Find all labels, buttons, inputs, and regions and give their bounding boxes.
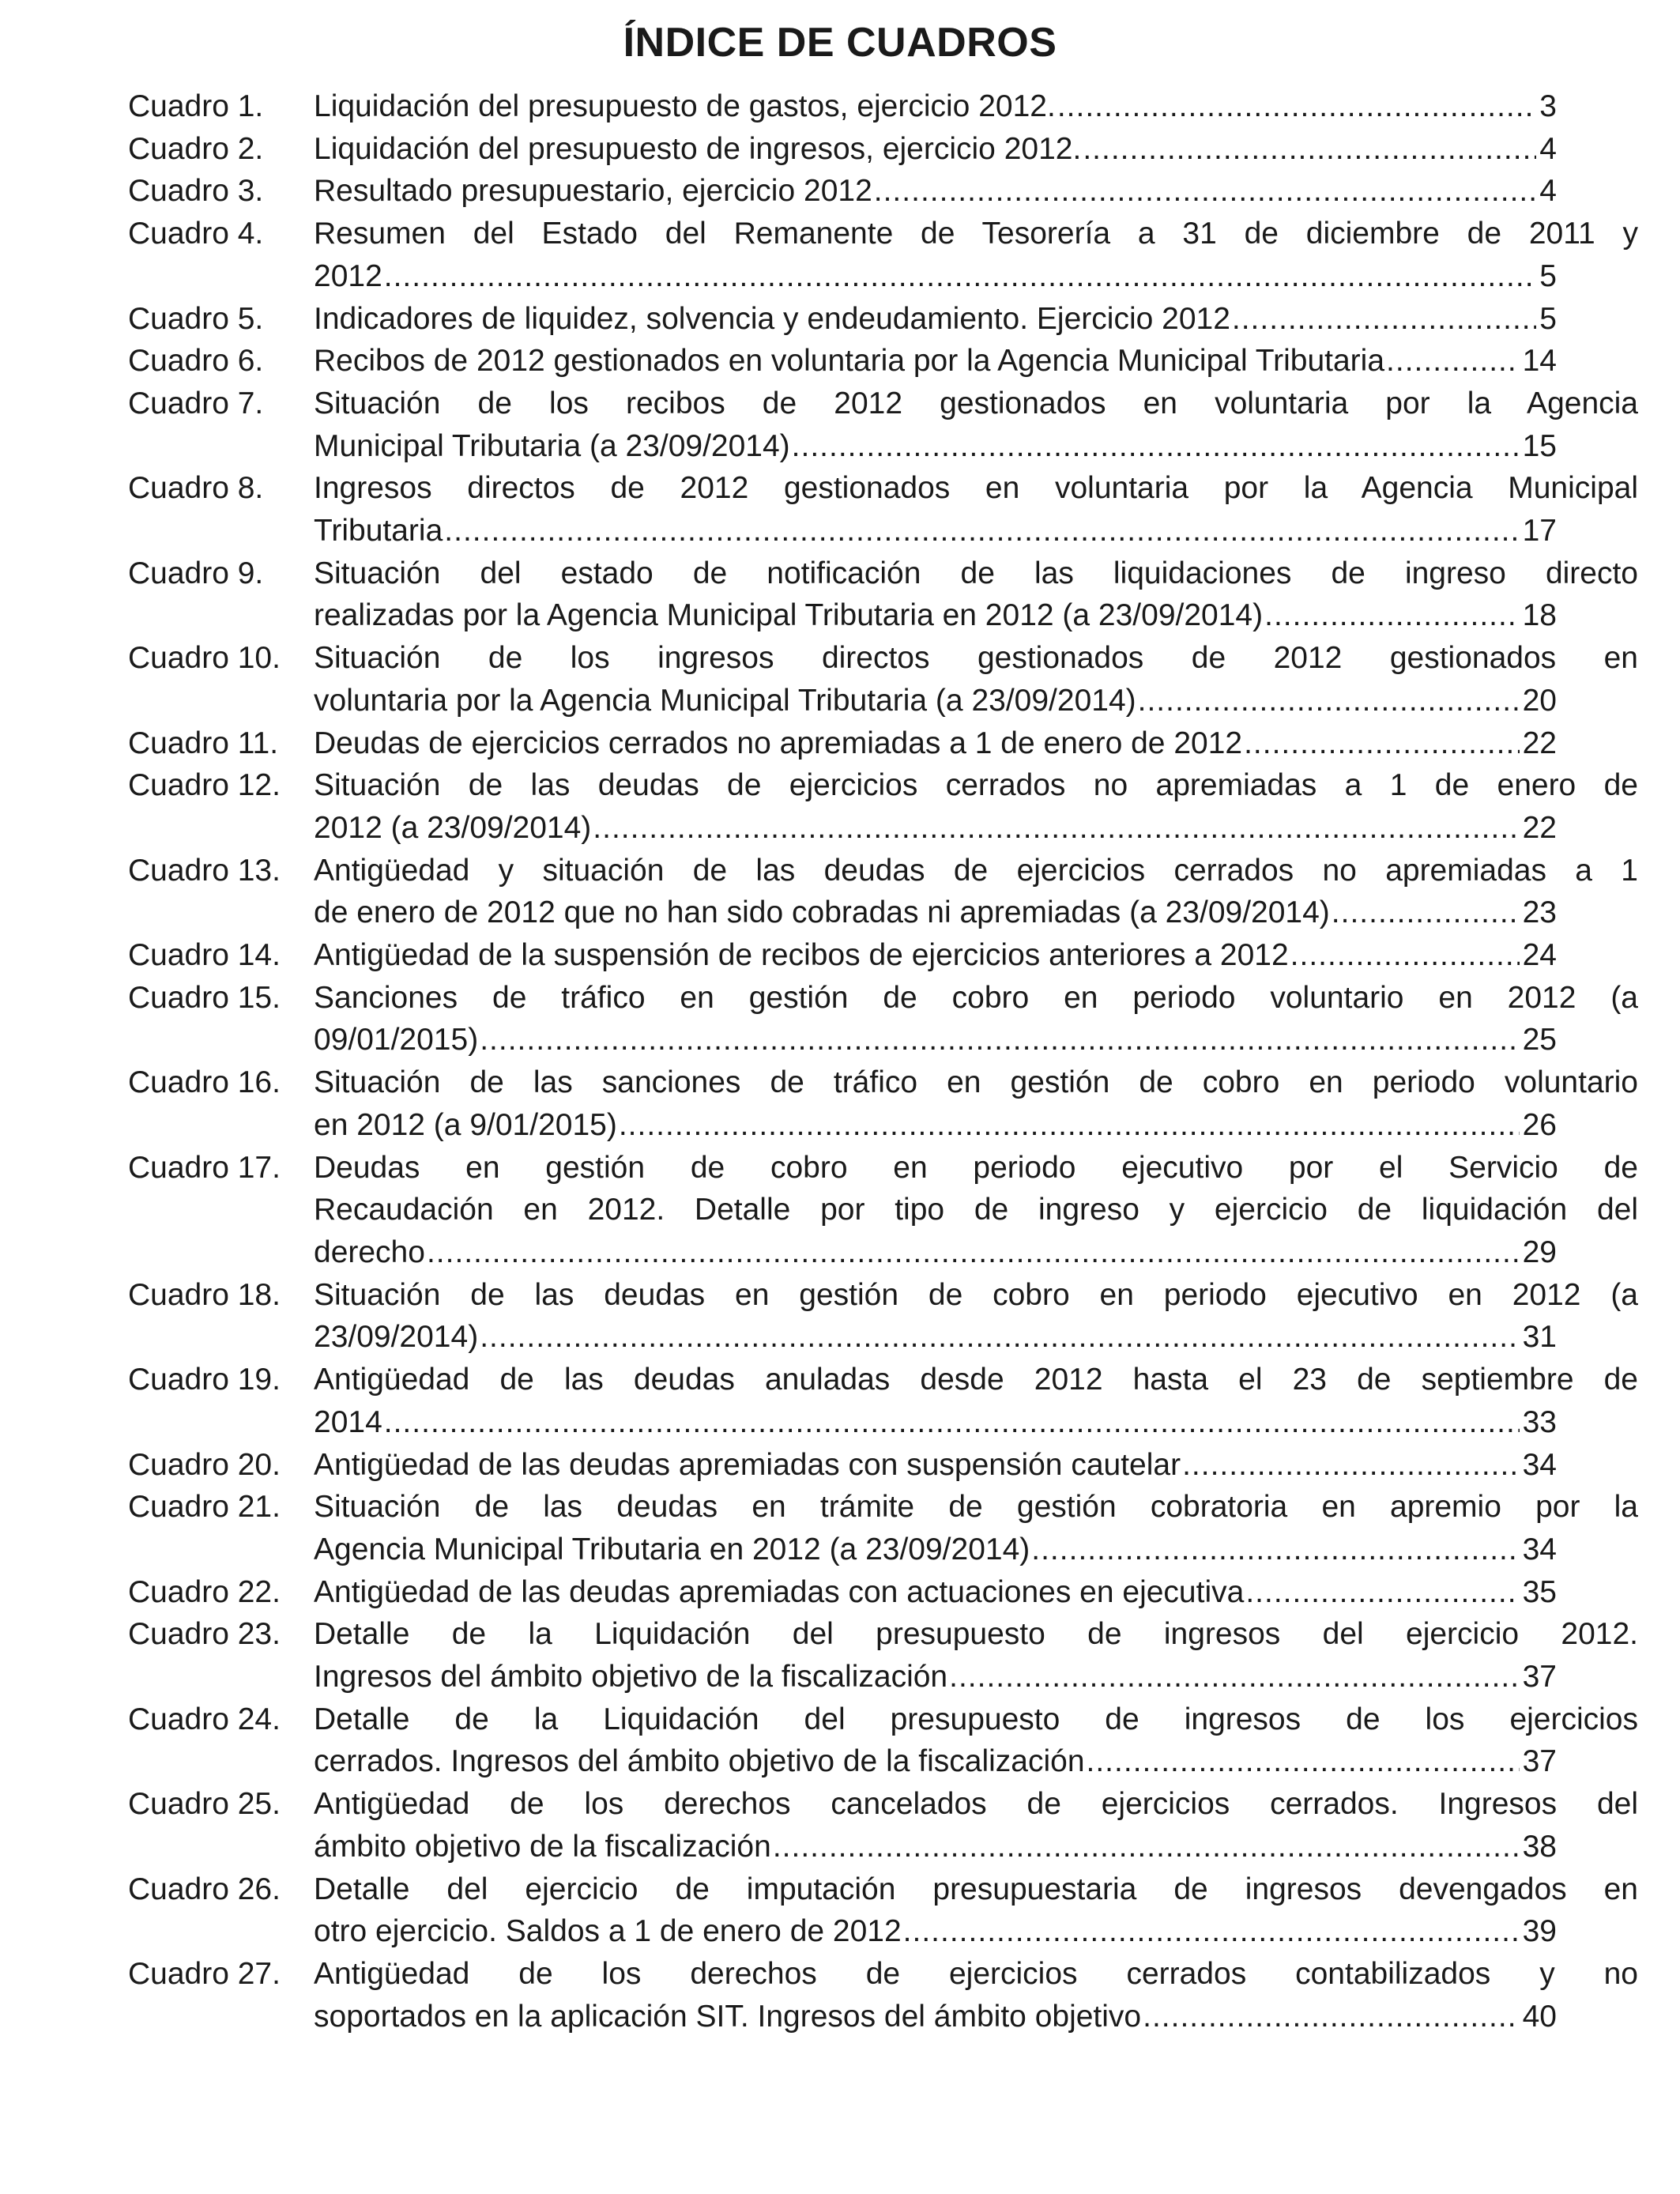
dot-leader <box>1232 298 1536 341</box>
dot-leader <box>903 1910 1520 1953</box>
toc-entry-body <box>314 467 1638 552</box>
toc-entry-title-line: Liquidación del presupuesto de ingresos, ejercicio 2012. <box>314 131 1082 166</box>
dot-leader <box>1386 340 1520 383</box>
toc-entry-title-line: en 2012 (a 9/01/2015) <box>314 1107 617 1142</box>
toc-entry-page-number[interactable]: 18 <box>1522 598 1557 633</box>
toc-entry-title-line: Indicadores de liquidez, solvencia y endeudamiento. Ejercicio 2012 <box>314 301 1230 336</box>
toc-entry-body <box>314 1698 1638 1783</box>
toc-entry-body <box>314 1613 1638 1698</box>
toc-entry-last-line <box>314 340 1557 383</box>
toc-entry-title-line: derecho <box>314 1235 425 1269</box>
toc-entry-title-line: Antigüedad de las deudas apremiadas con actuaciones en ejecutiva <box>314 1574 1245 1609</box>
toc-entry-title-line: 23/09/2014) <box>314 1320 479 1355</box>
toc-entry-body <box>314 1359 1638 1443</box>
dot-leader <box>1290 934 1520 977</box>
toc-entry-last-line <box>314 722 1557 765</box>
toc-entry-body <box>314 128 1557 171</box>
toc-entry-page-number[interactable]: 38 <box>1522 1829 1557 1864</box>
toc-entry-body <box>314 1444 1557 1487</box>
dot-leader <box>792 425 1520 468</box>
toc-entry-page-number[interactable]: 37 <box>1522 1660 1557 1695</box>
toc-entry-title-line: ámbito objetivo de la fiscalización <box>314 1829 771 1864</box>
toc-entry-body <box>314 977 1638 1061</box>
toc-entry-last-line <box>314 170 1557 213</box>
toc-entry-page-number[interactable]: 22 <box>1522 726 1557 760</box>
toc-entry-title-line: Situación de las deudas de ejercicios cerrados no apremiadas a 1 de enero de <box>314 768 1638 803</box>
toc-entry-title-line: 2012 (a 23/09/2014) <box>314 810 592 845</box>
toc-entry-body <box>314 85 1557 128</box>
toc-entry[interactable] <box>128 213 1638 297</box>
toc-entry-page-number[interactable]: 25 <box>1522 1023 1557 1057</box>
toc-entry[interactable] <box>128 85 1557 128</box>
toc-entry-label: Cuadro 13. <box>128 853 281 888</box>
toc-entry-last-line <box>314 1444 1557 1487</box>
toc-entry-label: Cuadro 7. <box>128 386 264 420</box>
toc-entry-title-line: Agencia Municipal Tributaria en 2012 (a 23/09/2014) <box>314 1532 1030 1566</box>
toc-entry[interactable] <box>128 170 1557 213</box>
toc-entry-label: Cuadro 12. <box>128 768 281 803</box>
toc-entry-page-number[interactable]: 34 <box>1522 1532 1557 1566</box>
toc-entry[interactable] <box>128 128 1557 171</box>
toc-entry-last-line <box>314 1316 1557 1359</box>
toc-entry-last-line <box>314 128 1557 171</box>
toc-entry-page-number[interactable]: 17 <box>1522 514 1557 548</box>
toc-entry-label: Cuadro 24. <box>128 1702 281 1736</box>
toc-entry-label: Cuadro 16. <box>128 1065 281 1100</box>
toc-entry[interactable] <box>128 977 1638 1061</box>
toc-entry-label: Cuadro 4. <box>128 217 264 251</box>
toc-entry-title-line: Resumen del Estado del Remanente de Tesorería a 31 de diciembre de 2011 y <box>314 217 1638 251</box>
dot-leader <box>1138 680 1520 722</box>
toc-entry-page-number[interactable]: 39 <box>1522 1914 1557 1949</box>
toc-entry[interactable] <box>128 1444 1557 1487</box>
toc-entry-page-number[interactable]: 29 <box>1522 1235 1557 1269</box>
toc-entry-page-number[interactable]: 26 <box>1522 1107 1557 1142</box>
toc-entry-last-line <box>314 1529 1557 1571</box>
toc-entry-label: Cuadro 23. <box>128 1617 281 1652</box>
dot-leader <box>384 1401 1520 1444</box>
toc-entry-last-line <box>314 1019 1557 1061</box>
toc-entry[interactable] <box>128 552 1638 637</box>
dot-leader <box>1245 1571 1519 1614</box>
toc-entry-last-line <box>314 1740 1557 1783</box>
toc-entry-last-line <box>314 1401 1557 1444</box>
toc-entry-body <box>314 1274 1638 1359</box>
toc-entry-title-line: Antigüedad de las deudas apremiadas con suspensión cautelar <box>314 1447 1181 1482</box>
toc-entry[interactable] <box>128 340 1557 383</box>
dot-leader <box>1182 1444 1520 1487</box>
toc-entry-body <box>314 298 1557 341</box>
toc-entry-title-line: de enero de 2012 que no han sido cobradas ni apremiadas (a 23/09/2014) <box>314 895 1330 930</box>
toc-entry-label: Cuadro 14. <box>128 938 281 973</box>
toc-entry-page-number[interactable]: 20 <box>1522 683 1557 718</box>
toc-entry-label: Cuadro 22. <box>128 1574 281 1609</box>
toc-entry[interactable] <box>128 934 1557 977</box>
toc-entry-body <box>314 1061 1638 1146</box>
dot-leader <box>480 1019 1519 1061</box>
dot-leader <box>1057 85 1536 128</box>
toc-entry-page-number[interactable]: 15 <box>1522 428 1557 463</box>
dot-leader <box>773 1826 1520 1868</box>
toc-entry[interactable] <box>128 1783 1638 1868</box>
toc-entry-page-number[interactable]: 35 <box>1522 1574 1557 1609</box>
toc-entry-body <box>314 383 1638 467</box>
toc-entry[interactable] <box>128 722 1557 765</box>
toc-entry-label: Cuadro 2. <box>128 131 264 166</box>
toc-entry-title-line: 2012 <box>314 258 382 293</box>
toc-entry-last-line <box>314 298 1557 341</box>
toc-entry-last-line <box>314 680 1557 722</box>
toc-entry-title-line: Situación de los recibos de 2012 gestionados en voluntaria por la Agencia <box>314 386 1638 420</box>
toc-entry-title-line: Tributaria <box>314 514 443 548</box>
toc-entry-label: Cuadro 6. <box>128 344 264 379</box>
toc-entry-title-line: Sanciones de tráfico en gestión de cobro en periodo voluntario en 2012 (a <box>314 980 1638 1015</box>
toc-entry-title-line: otro ejercicio. Saldos a 1 de enero de 2012 <box>314 1914 902 1949</box>
toc-entry-label: Cuadro 21. <box>128 1490 281 1525</box>
dot-leader <box>1031 1529 1519 1571</box>
toc-entry-body <box>314 170 1557 213</box>
toc-entry-page-number[interactable]: 5 <box>1539 301 1557 336</box>
toc-entry-label: Cuadro 10. <box>128 641 281 676</box>
toc-entry-title-line: Antigüedad de los derechos de ejercicios cerrados contabilizados y no <box>314 1956 1638 1991</box>
toc-entry-page-number[interactable]: 23 <box>1522 895 1557 930</box>
toc-entry-body <box>314 1486 1638 1570</box>
toc-entry-title-line: 2014 <box>314 1404 382 1439</box>
dot-leader <box>874 170 1537 213</box>
dot-leader <box>593 807 1519 850</box>
dot-leader <box>384 255 1537 298</box>
toc-entry-page-number[interactable]: 22 <box>1522 810 1557 845</box>
toc-entry-body <box>314 1868 1638 1953</box>
toc-entry-last-line <box>314 1231 1557 1274</box>
toc-entry-title-line: Recaudación en 2012. Detalle por tipo de ingreso y ejercicio de liquidación del <box>314 1193 1638 1227</box>
toc-entry-last-line <box>314 1910 1557 1953</box>
toc-entry-title-line: Antigüedad de la suspensión de recibos de ejercicios anteriores a 2012 <box>314 938 1289 973</box>
toc-entry-title-line: cerrados. Ingresos del ámbito objetivo de la fiscalización <box>314 1744 1085 1779</box>
toc-entry[interactable] <box>128 1571 1557 1614</box>
toc-entry-last-line <box>314 255 1557 298</box>
toc-entry-label: Cuadro 27. <box>128 1956 281 1991</box>
toc-entry-last-line <box>314 934 1557 977</box>
toc-entry[interactable] <box>128 1698 1638 1783</box>
toc-entry[interactable] <box>128 764 1638 849</box>
toc-entry[interactable] <box>128 383 1638 467</box>
toc-entry-page-number[interactable]: 4 <box>1539 174 1557 209</box>
toc-entry[interactable] <box>128 1613 1638 1698</box>
toc-entry[interactable] <box>128 467 1638 552</box>
toc-entry-body <box>314 1147 1638 1274</box>
toc-entry-page-number[interactable]: 33 <box>1522 1404 1557 1439</box>
toc-entry-title-line: Situación de las deudas en gestión de cobro en periodo ejecutivo en 2012 (a <box>314 1277 1638 1312</box>
toc-entry-title-line: Ingresos directos de 2012 gestionados en voluntaria por la Agencia Municipal <box>314 471 1638 506</box>
toc-entry-label: Cuadro 26. <box>128 1872 281 1906</box>
toc-entry-last-line <box>314 1656 1557 1698</box>
toc-entry-last-line <box>314 1571 1557 1614</box>
dot-leader <box>1083 128 1536 171</box>
toc-entry-page-number[interactable]: 5 <box>1539 258 1557 293</box>
toc-entry[interactable] <box>128 1061 1638 1146</box>
toc-entry[interactable] <box>128 1274 1638 1359</box>
toc-entry-label: Cuadro 8. <box>128 471 264 506</box>
toc-entry-title-line: Situación de las deudas en trámite de gestión cobratoria en apremio por la <box>314 1490 1638 1525</box>
toc-entry-body <box>314 764 1638 849</box>
toc-entry[interactable] <box>128 1953 1638 2038</box>
toc-entry-body <box>314 552 1638 637</box>
toc-entry-label: Cuadro 9. <box>128 556 264 590</box>
toc-entry-label: Cuadro 11. <box>128 726 279 760</box>
toc-entry-title-line: Detalle de la Liquidación del presupuesto de ingresos de los ejercicios <box>314 1702 1638 1736</box>
toc-entry-last-line <box>314 1996 1557 2038</box>
toc-entry[interactable] <box>128 1147 1638 1274</box>
table-of-contents <box>128 85 1638 2038</box>
toc-entry-label: Cuadro 5. <box>128 301 264 336</box>
toc-entry[interactable] <box>128 1359 1638 1443</box>
toc-entry-body <box>314 1783 1638 1868</box>
toc-entry-page-number[interactable]: 37 <box>1522 1744 1557 1779</box>
dot-leader <box>619 1104 1520 1147</box>
toc-entry-body <box>314 722 1557 765</box>
toc-entry-title-line: Detalle de la Liquidación del presupuesto de ingresos del ejercicio 2012. <box>314 1617 1638 1652</box>
toc-entry-title-line: Deudas en gestión de cobro en periodo ejecutivo por el Servicio de <box>314 1150 1638 1185</box>
toc-entry-body <box>314 340 1557 383</box>
toc-entry-title-line: voluntaria por la Agencia Municipal Tributaria (a 23/09/2014) <box>314 683 1136 718</box>
toc-entry-body <box>314 213 1638 297</box>
toc-entry-last-line <box>314 510 1557 552</box>
dot-leader <box>949 1656 1520 1698</box>
toc-entry-body <box>314 637 1638 722</box>
toc-entry-label: Cuadro 1. <box>128 89 264 123</box>
toc-entry-body <box>314 1953 1638 2038</box>
toc-entry-title-line: Recibos de 2012 gestionados en voluntaria por la Agencia Municipal Tributaria <box>314 344 1385 379</box>
dot-leader <box>1332 892 1520 934</box>
toc-entry-title-line: Liquidación del presupuesto de gastos, ejercicio 2012. <box>314 89 1056 123</box>
toc-entry-title-line: Antigüedad de las deudas anuladas desde 2012 hasta el 23 de septiembre de <box>314 1363 1638 1397</box>
toc-entry-body <box>314 850 1638 934</box>
toc-entry-title-line: Detalle del ejercicio de imputación presupuestaria de ingresos devengados en <box>314 1872 1638 1906</box>
toc-entry-title-line: Deudas de ejercicios cerrados no apremiadas a 1 de enero de 2012 <box>314 726 1243 760</box>
toc-entry-page-number[interactable]: 24 <box>1522 938 1557 973</box>
toc-entry-title-line: soportados en la aplicación SIT. Ingresos del ámbito objetivo <box>314 1999 1142 2034</box>
toc-entry-title-line: Municipal Tributaria (a 23/09/2014) <box>314 428 790 463</box>
toc-entry-last-line <box>314 1826 1557 1868</box>
toc-entry-last-line <box>314 807 1557 850</box>
dot-leader <box>1244 722 1520 765</box>
toc-entry-body <box>314 1571 1557 1614</box>
toc-entry-title-line: Resultado presupuestario, ejercicio 2012 <box>314 174 872 209</box>
toc-entry-page-number[interactable]: 40 <box>1522 1999 1557 2034</box>
toc-entry-page-number[interactable]: 4 <box>1539 131 1557 166</box>
toc-entry-title-line: Ingresos del ámbito objetivo de la fiscalización <box>314 1660 948 1695</box>
toc-entry-page-number[interactable]: 3 <box>1539 89 1557 123</box>
toc-entry-page-number[interactable]: 14 <box>1522 344 1557 379</box>
toc-entry[interactable] <box>128 298 1557 341</box>
toc-entry-last-line <box>314 892 1557 934</box>
toc-entry-title-line: Antigüedad y situación de las deudas de ejercicios cerrados no apremiadas a 1 <box>314 853 1638 888</box>
toc-entry-page-number[interactable]: 34 <box>1522 1447 1557 1482</box>
toc-entry-label: Cuadro 3. <box>128 174 264 209</box>
toc-entry-last-line <box>314 85 1557 128</box>
dot-leader <box>1087 1740 1520 1783</box>
toc-entry-label: Cuadro 15. <box>128 980 281 1015</box>
dot-leader <box>444 510 1519 552</box>
toc-entry[interactable] <box>128 1868 1638 1953</box>
toc-entry-last-line <box>314 594 1557 637</box>
toc-entry[interactable] <box>128 1486 1638 1570</box>
toc-entry-label: Cuadro 17. <box>128 1150 281 1185</box>
toc-entry[interactable] <box>128 850 1638 934</box>
dot-leader <box>480 1316 1519 1359</box>
toc-entry-last-line <box>314 425 1557 468</box>
page-title: ÍNDICE DE CUADROS <box>623 20 1057 66</box>
toc-entry-title-line: Situación del estado de notificación de las liquidaciones de ingreso directo <box>314 556 1638 590</box>
toc-entry-title-line: Situación de las sanciones de tráfico en gestión de cobro en periodo voluntario <box>314 1065 1638 1100</box>
toc-entry-title-line: realizadas por la Agencia Municipal Tributaria en 2012 (a 23/09/2014) <box>314 598 1264 633</box>
toc-entry-title-line: Antigüedad de los derechos cancelados de ejercicios cerrados. Ingresos del <box>314 1787 1638 1822</box>
toc-entry-page-number[interactable]: 31 <box>1522 1320 1557 1355</box>
dot-leader <box>427 1231 1520 1274</box>
toc-entry-label: Cuadro 18. <box>128 1277 281 1312</box>
toc-entry-title-line: Situación de los ingresos directos gestionados de 2012 gestionados en <box>314 641 1638 676</box>
toc-entry-title-line: 09/01/2015) <box>314 1023 479 1057</box>
toc-entry-last-line <box>314 1104 1557 1147</box>
toc-entry-label: Cuadro 25. <box>128 1787 281 1822</box>
dot-leader <box>1264 594 1520 637</box>
toc-entry-label: Cuadro 20. <box>128 1447 281 1482</box>
toc-entry-body <box>314 934 1557 977</box>
dot-leader <box>1143 1996 1519 2038</box>
toc-entry[interactable] <box>128 637 1638 722</box>
toc-entry-label: Cuadro 19. <box>128 1363 281 1397</box>
